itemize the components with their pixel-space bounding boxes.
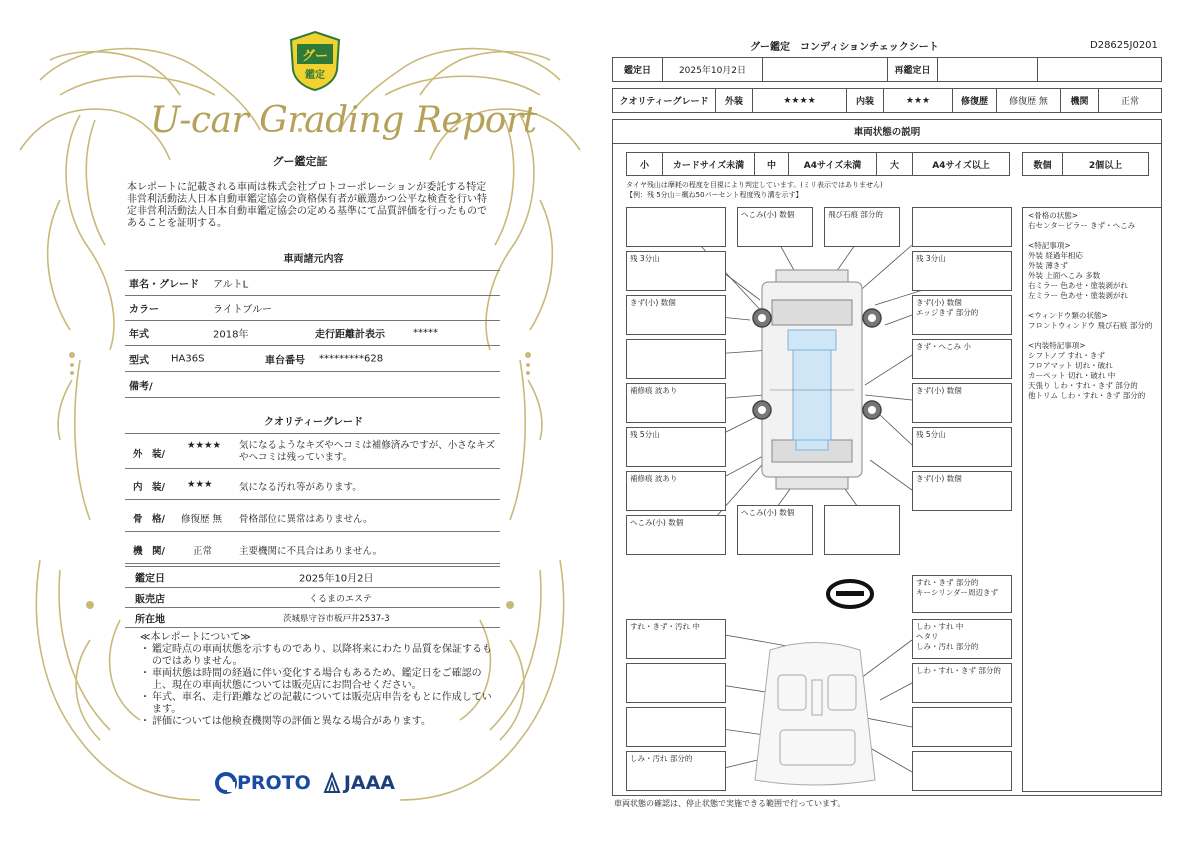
size-mid: 中 <box>755 153 789 175</box>
spec-row-remarks <box>125 372 500 398</box>
footer-logos <box>215 768 415 798</box>
tire-note-2: 【例：残 5分山＝概ね50パーセント程度残り溝を示す】 <box>626 191 803 199</box>
ext-box-bottom-mid-left: へこみ(小) 数個 <box>737 505 813 555</box>
note-item: ・ 評価については他検査機関等の評価と異なる場合があります。 <box>140 716 431 727</box>
size-legend <box>626 152 1010 176</box>
size-small-desc: カードサイズ未満 <box>663 153 755 175</box>
int-box-l3 <box>626 707 726 747</box>
int-box-steering: すれ・きず 部分的 キーシリンダー周辺きず <box>912 575 1012 613</box>
certificate-heading: グー鑑定証 <box>272 155 328 168</box>
goo-kantei-badge <box>287 30 343 92</box>
name-value: アルトL <box>213 279 249 291</box>
spec-row-year <box>125 321 500 346</box>
ext-box-l7: へこみ(小) 数個 <box>626 515 726 555</box>
quality-label: クオリティーグレード <box>613 89 716 112</box>
notes-title: ≪本レポートについて≫ <box>140 632 251 643</box>
size-large-desc: A4サイズ以上 <box>932 160 990 171</box>
int-box-r1: しわ・すれ 中 ヘタリ しみ・汚れ 部分的 <box>912 619 1012 659</box>
ext-box-top-mid-left: へこみ(小) 数個 <box>737 207 813 247</box>
ext-box-top-mid-right: 飛び石痕 部分的 <box>824 207 900 247</box>
model-label: 型式 <box>129 355 149 366</box>
year-label: 年式 <box>129 329 149 341</box>
chassis-value: *********628 <box>319 353 384 364</box>
ext-box-r3: きず・へこみ 小 <box>912 339 1012 379</box>
date-blank <box>763 58 888 81</box>
mileage-label: 走行距離計表示 <box>315 329 385 341</box>
ext-box-l6: 補修痕 波あり <box>626 471 726 511</box>
jaaa-logo: JAAA <box>323 772 395 794</box>
special-notes-panel: <骨格の状態> 右センターピラー きず・へこみ <特記事項> 外装 経過年相応 外装 薄きず 外装 上面へこみ 多数 右ミラー 色あせ・塗装剥がれ 左ミラー 色あせ・塗装剥がれ <ウィンドウ類の状態> フロントウィンドウ 飛び石痕 部分的 <内装特記事項> シフトノブ すれ・きず フロアマット 切れ・破れ カーペット 切れ・破れ 中 天張り しわ・すれ・きず 部分的 他トリム しわ・すれ・きず 部分的 <box>1022 207 1162 792</box>
grade-row-exterior <box>125 433 500 469</box>
size-mid-desc: A4サイズ未満 <box>789 153 877 175</box>
quality-heading: クオリティーグレード <box>264 417 363 428</box>
ext-box-l3 <box>626 339 726 379</box>
chassis-label: 車台番号 <box>265 355 305 366</box>
int-box-l1: すれ・きず・汚れ 中 <box>626 619 726 659</box>
int-box-r2: しわ・すれ・きず 部分的 <box>912 663 1012 703</box>
note-item: ・ 車両状態は時間の経過に伴い変化する場合もあるため、鑑定日をご確認の上、現在の車両状態については販売店にお問合せください。 <box>140 668 482 691</box>
size-small: 小 <box>627 153 663 175</box>
int-box-r3 <box>912 707 1012 747</box>
reinspect-label: 再鑑定日 <box>888 58 938 81</box>
date-row <box>612 57 1162 82</box>
grade-value: 正常 <box>193 546 213 557</box>
grade-row-interior <box>125 469 500 500</box>
badge-text-bottom: 鑑定 <box>305 70 325 81</box>
spec-row-model <box>125 346 500 372</box>
engine-label: 機関 <box>1061 89 1099 112</box>
report-notes <box>140 632 500 728</box>
grade-desc: 骨格部位に異常はありません。 <box>239 514 373 525</box>
date-label: 鑑定日 <box>135 573 165 585</box>
ext-box-l2: きず(小) 数個 <box>626 295 726 335</box>
address-label: 所在地 <box>135 614 165 625</box>
int-box-r4 <box>912 751 1012 791</box>
model-value: HA36S <box>171 353 205 364</box>
ext-box-r2: きず(小) 数個 エッジきず 部分的 <box>912 295 1012 335</box>
spec-table <box>125 270 500 398</box>
count-legend <box>1022 152 1149 176</box>
note-item: ・ 鑑定時点の車両状態を示すものであり、以降将来にわたり品質を保証するものではありません。 <box>140 644 492 667</box>
shield-icon <box>287 30 343 92</box>
count-desc: 2個以上 <box>1088 160 1123 171</box>
ext-box-r5: 残 5分山 <box>912 427 1012 467</box>
tire-note-1: タイヤ残山は摩耗の程度を目視により判定しています。(ミリ表示ではありません) <box>626 181 883 189</box>
color-value: ライトブルー <box>213 304 272 316</box>
int-box-l4: しみ・汚れ 部分的 <box>626 751 726 791</box>
grade-value: ★★★ <box>187 479 213 490</box>
info-table <box>125 566 500 628</box>
ext-box-r4: きず(小) 数個 <box>912 383 1012 423</box>
proto-mark-icon <box>215 772 237 794</box>
remarks-label: 備考/ <box>129 381 153 392</box>
grade-label: 内 装/ <box>133 482 165 493</box>
engine-value: 正常 <box>1120 97 1139 107</box>
exterior-label: 外装 <box>716 89 753 112</box>
badge-text-top: グー <box>301 49 329 64</box>
date-value: 2025年10月2日 <box>663 58 763 81</box>
certificate-statement: 本レポートに記載される車両は株式会社プロトコーポレーションが委託する特定非営利活動法人日本自動車鑑定協会の資格保有者が厳選かつ公平な検査を行い特定非営利活動法人日本自動車鑑定協会の定める基準にて品質評価を行ったものであることを証明する。 <box>127 182 487 229</box>
ext-box-top-left <box>626 207 726 247</box>
grade-label: 骨 格/ <box>133 514 165 525</box>
size-large: 大 <box>877 153 913 175</box>
jaaa-mark-icon <box>323 772 341 794</box>
count-label: 数個 <box>1023 153 1063 175</box>
sheet-footer: 車両状態の確認は、停止状態で実施できる範囲で行っています。 <box>614 799 846 808</box>
int-box-l2 <box>626 663 726 703</box>
script-title: U-car Grading Report <box>150 100 537 141</box>
sheet-title: グー鑑定 コンディションチェックシート <box>750 42 939 53</box>
year-value: 2018年 <box>213 329 249 341</box>
ext-box-bottom-mid-right <box>824 505 900 555</box>
grade-value: ★★★★ <box>187 440 222 451</box>
color-label: カラー <box>129 304 159 316</box>
info-row-address <box>125 608 500 628</box>
date-label: 鑑定日 <box>613 58 663 81</box>
dealer-value: くるまのエステ <box>309 594 372 604</box>
spec-row-color <box>125 296 500 321</box>
ext-box-r6: きず(小) 数個 <box>912 471 1012 511</box>
address-value: 茨城県守谷市板戸井2537-3 <box>283 613 390 624</box>
interior-value: ★★★ <box>884 89 953 112</box>
info-row-date <box>125 566 500 588</box>
grade-table <box>125 433 500 564</box>
exterior-value: ★★★★ <box>753 89 847 112</box>
grade-desc: 気になるようなキズやヘコミは補修済みですが、小さなキズやヘコミは残っています。 <box>239 440 496 463</box>
repair-label: 修復歴 <box>953 89 997 112</box>
condition-check-sheet <box>600 0 1200 848</box>
name-label: 車名・グレード <box>129 279 199 291</box>
info-row-dealer <box>125 588 500 608</box>
spec-row-name <box>125 270 500 296</box>
dealer-label: 販売店 <box>135 594 165 605</box>
condition-heading: 車両状態の説明 <box>612 119 1162 144</box>
proto-logo: PROTO <box>215 772 311 794</box>
ext-box-l5: 残 5分山 <box>626 427 726 467</box>
grade-desc: 気になる汚れ等があります。 <box>239 482 362 493</box>
ext-box-top-right <box>912 207 1012 247</box>
grade-value: 修復歴 無 <box>181 514 223 525</box>
spec-heading: 車両諸元内容 <box>283 254 344 265</box>
note-item: ・ 年式、車名、走行距離などの記載については販売店申告をもとに作成しています。 <box>140 692 492 715</box>
date-value: 2025年10月2日 <box>299 573 374 585</box>
ext-box-l4: 補修痕 波あり <box>626 383 726 423</box>
grade-desc: 主要機関に不具合はありません。 <box>239 546 383 557</box>
reinspect-value <box>938 58 1038 81</box>
grade-row-engine <box>125 532 500 564</box>
repair-value: 修復歴 無 <box>997 89 1061 112</box>
document-id: D28625J0201 <box>1090 40 1158 51</box>
grade-label: 機 関/ <box>133 546 165 557</box>
mileage-value: ***** <box>413 327 438 339</box>
grade-label: 外 装/ <box>133 449 165 460</box>
interior-label: 内装 <box>847 89 884 112</box>
quality-row <box>612 88 1162 113</box>
grade-row-frame <box>125 500 500 532</box>
ext-box-r1: 残 3分山 <box>912 251 1012 291</box>
ext-box-l1: 残 3分山 <box>626 251 726 291</box>
